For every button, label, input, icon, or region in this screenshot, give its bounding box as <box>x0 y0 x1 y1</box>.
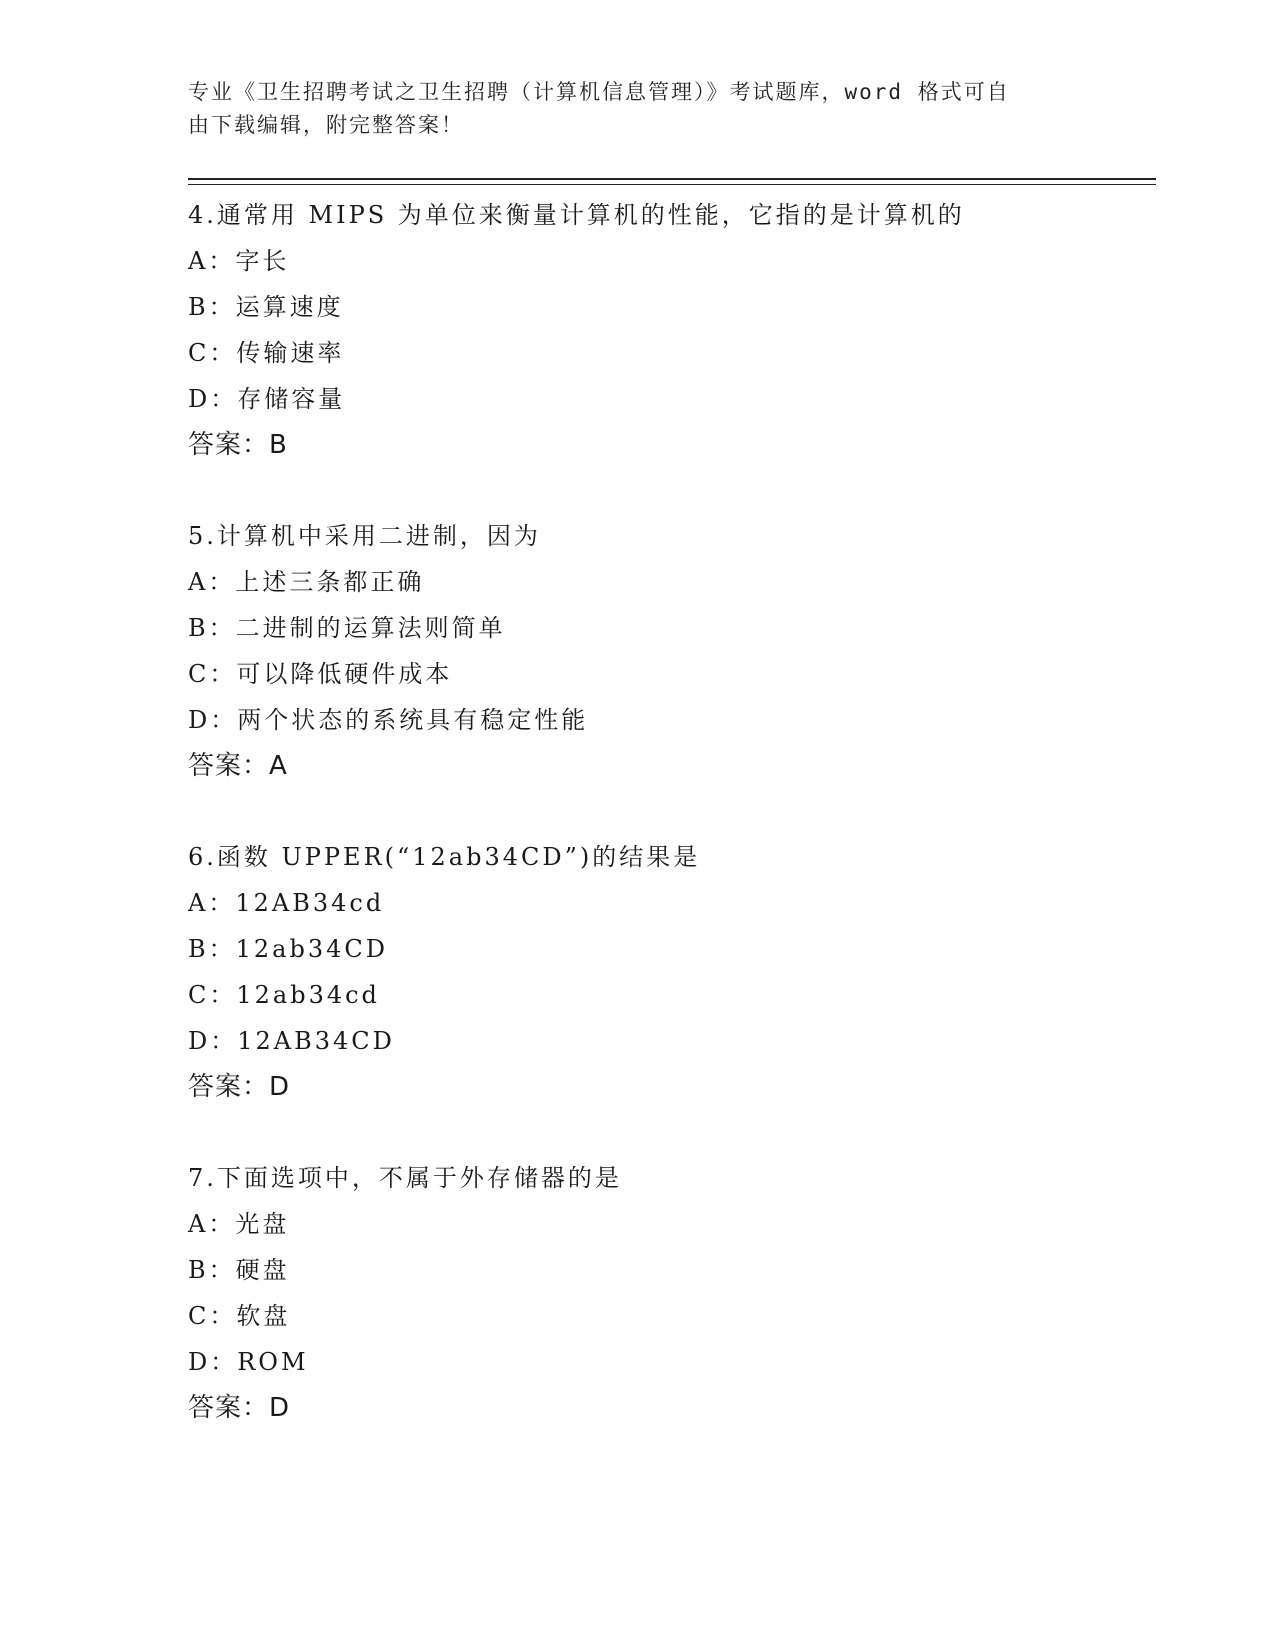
option-b: B：运算速度 <box>188 293 344 321</box>
answer-label: 答案：D <box>188 1393 291 1423</box>
question-6 <box>188 834 1156 1110</box>
answer-label: 答案：B <box>188 430 288 460</box>
header-divider-thick <box>188 178 1156 180</box>
option-a: A：字长 <box>188 247 290 275</box>
question-list <box>188 192 1156 1476</box>
option-c: C：可以降低硬件成本 <box>188 660 453 688</box>
header-divider-thin <box>188 184 1156 185</box>
document-header <box>188 76 1088 142</box>
option-d: D：存储容量 <box>188 385 346 413</box>
option-d: D：ROM <box>188 1348 309 1376</box>
answer-label: 答案：D <box>188 1072 291 1102</box>
question-stem: 6.函数 UPPER(“12ab34CD”)的结果是 <box>188 843 701 871</box>
question-5 <box>188 513 1156 789</box>
question-stem: 5.计算机中采用二进制，因为 <box>188 522 541 550</box>
question-stem: 4.通常用 MIPS 为单位来衡量计算机的性能，它指的是计算机的 <box>188 201 965 229</box>
header-line-1: 专业《卫生招聘考试之卫生招聘（计算机信息管理）》考试题库，word 格式可自 <box>188 80 1010 104</box>
option-a: A：12AB34cd <box>188 889 385 917</box>
question-7 <box>188 1155 1156 1431</box>
option-a: A：上述三条都正确 <box>188 568 425 596</box>
option-c: C：传输速率 <box>188 339 345 367</box>
header-line-2: 由下载编辑，附完整答案！ <box>188 113 464 137</box>
option-d: D：两个状态的系统具有稳定性能 <box>188 706 589 734</box>
option-b: B：硬盘 <box>188 1256 290 1284</box>
question-4 <box>188 192 1156 468</box>
option-d: D：12AB34CD <box>188 1027 395 1055</box>
question-stem: 7.下面选项中，不属于外存储器的是 <box>188 1164 622 1192</box>
option-a: A：光盘 <box>188 1210 290 1238</box>
option-b: B：二进制的运算法则简单 <box>188 614 506 642</box>
option-c: C：12ab34cd <box>188 981 380 1009</box>
option-b: B：12ab34CD <box>188 935 388 963</box>
option-c: C：软盘 <box>188 1302 291 1330</box>
answer-label: 答案：A <box>188 751 288 781</box>
